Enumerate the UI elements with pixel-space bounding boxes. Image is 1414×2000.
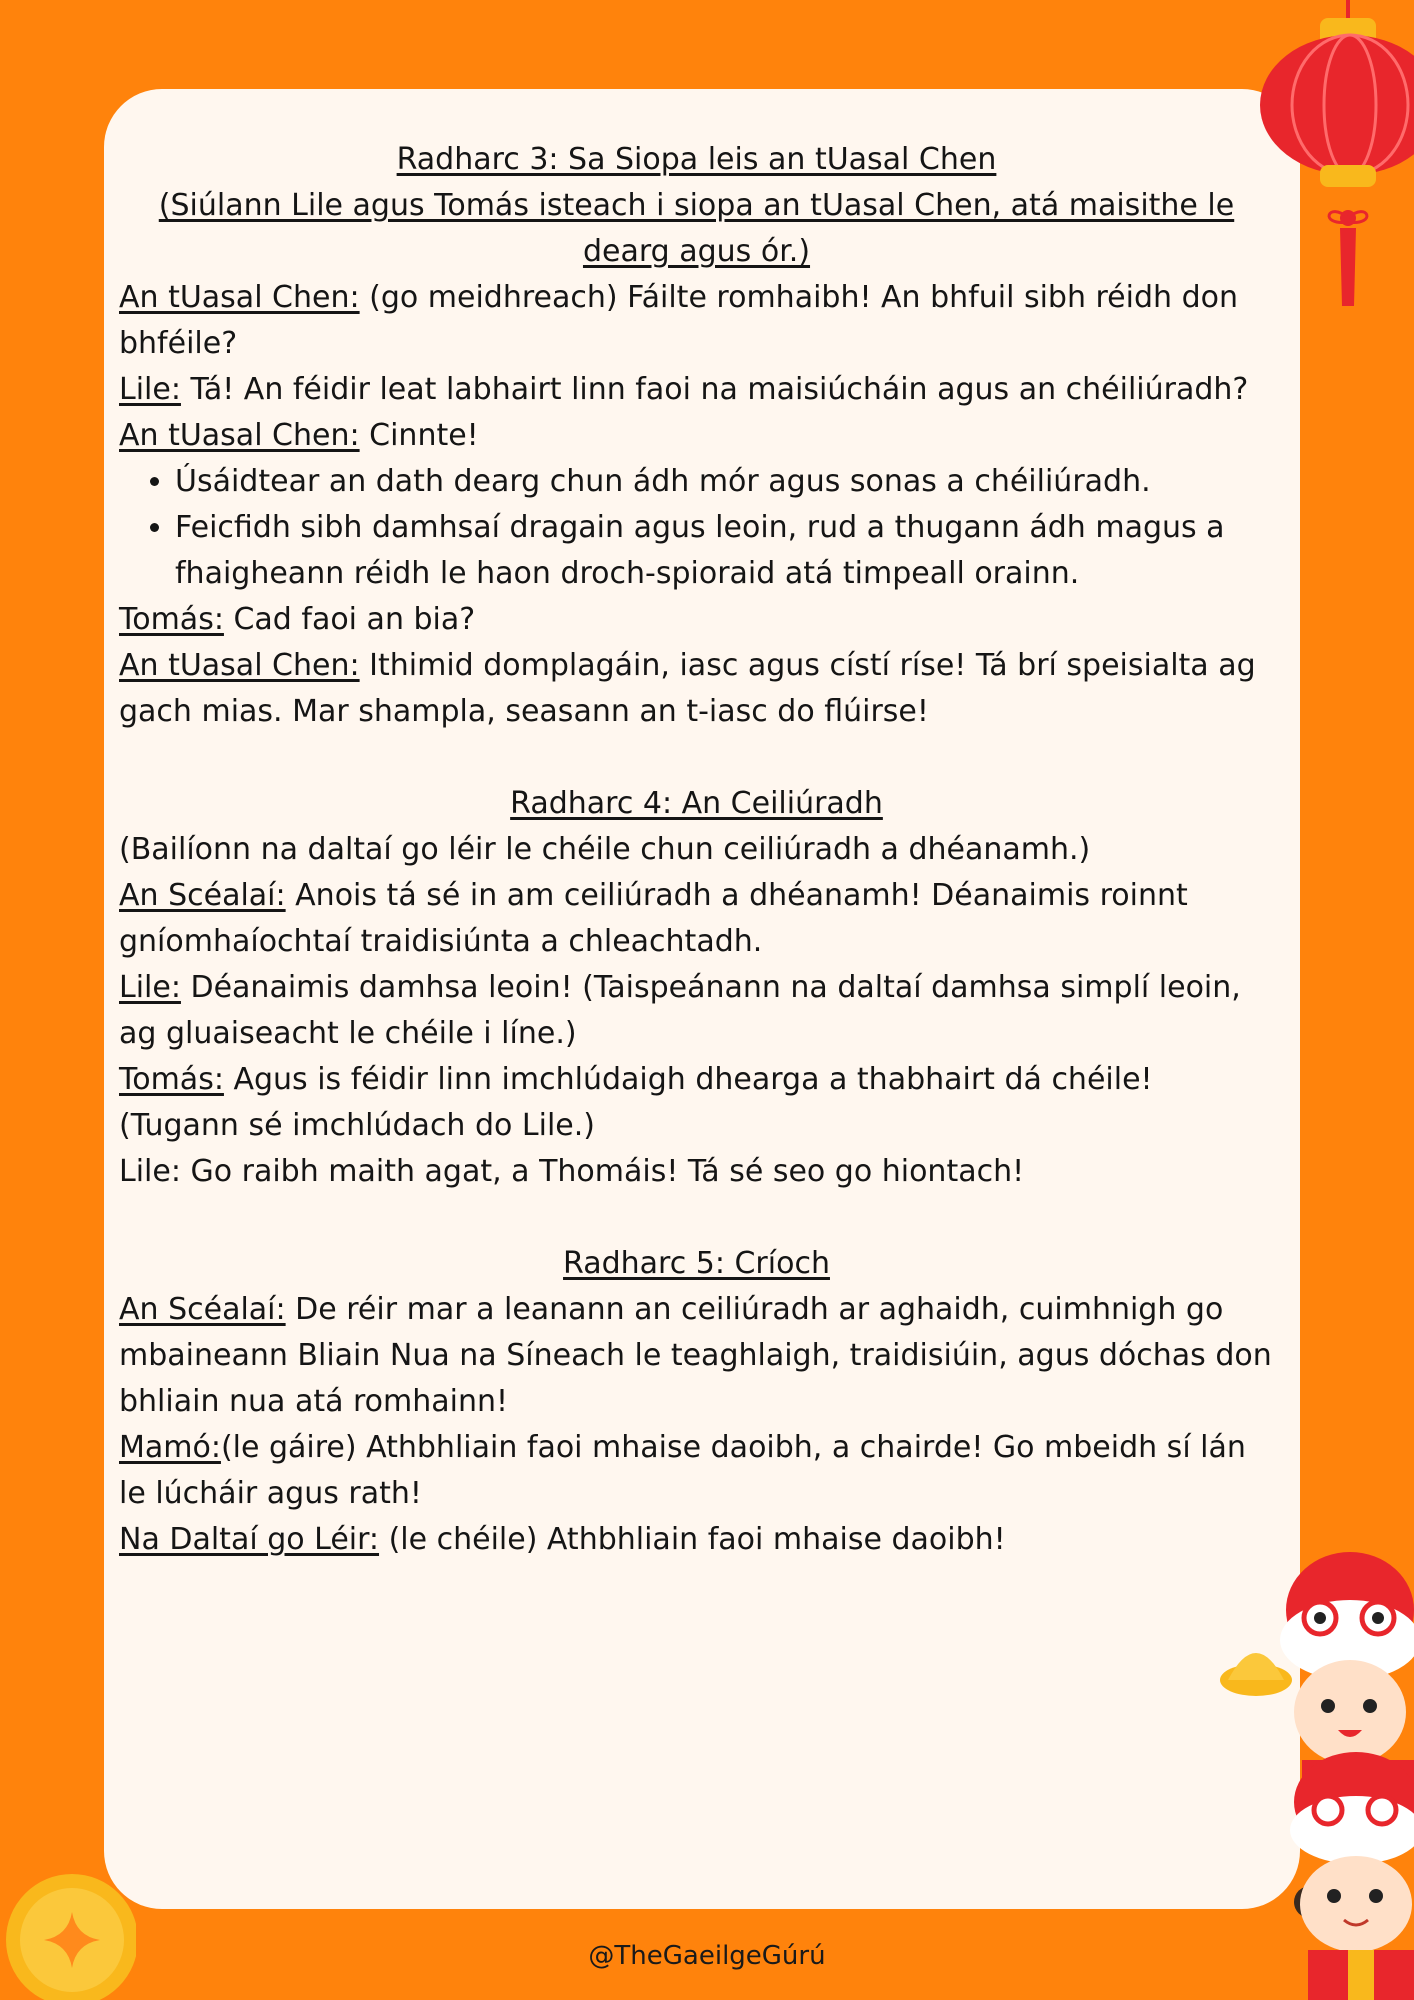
dialogue-text: Ithimid domplagáin, iasc agus cístí ríse! Tá brí speisialta ag gach mias. Mar shampla, seasann an t-iasc do flúirse! [119, 648, 1256, 729]
speaker-name: Lile: [119, 372, 181, 407]
scene5-title: Radharc 5: Críoch [563, 1246, 830, 1281]
dialogue-line [119, 1287, 1274, 1425]
dialogue-line [119, 367, 1274, 413]
dialogue-line [119, 873, 1274, 965]
dialogue-line [119, 597, 1274, 643]
scene4-title: Radharc 4: An Ceiliúradh [510, 786, 883, 821]
bullet-list [119, 459, 1274, 597]
dialogue-text: Agus is féidir linn imchlúdaigh dhearga a thabhairt dá chéile! (Tugann sé imchlúdach do Lile.) [119, 1062, 1153, 1143]
spacer [119, 735, 1274, 781]
speaker-name: An Scéalaí: [119, 1292, 286, 1327]
speaker-name: Lile [119, 1154, 171, 1189]
speaker-name: Tomás: [119, 1062, 224, 1097]
dialogue-text: Cad faoi an bia? [223, 602, 476, 637]
dialogue-text: Déanaimis damhsa leoin! (Taispeánann na daltaí damhsa simplí leoin, ag gluaiseacht le chéile i líne.) [119, 970, 1241, 1051]
speaker-name: An tUasal Chen: [119, 280, 360, 315]
dialogue-text: : Go raibh maith agat, a Thomáis! Tá sé seo go hiontach! [170, 1154, 1025, 1189]
speaker-name: An tUasal Chen: [119, 648, 360, 683]
dialogue-text: (le gáire) Athbhliain faoi mhaise daoibh, a chairde! Go mbeidh sí lán le lúcháir agus rath! [119, 1430, 1246, 1511]
dialogue-text: Cinnte! [359, 418, 479, 453]
dialogue-line [119, 275, 1274, 367]
speaker-name: Lile: [119, 970, 181, 1005]
speaker-name: Na Daltaí go Léir: [119, 1522, 380, 1557]
dialogue-line [119, 1517, 1274, 1563]
dialogue-line [119, 1057, 1274, 1149]
speaker-name: Mamó: [119, 1430, 221, 1465]
speaker-name: An tUasal Chen: [119, 418, 360, 453]
dialogue-text: Anois tá sé in am ceiliúradh a dhéanamh! Déanaimis roinnt gníomhaíochtaí traidisiúnta a chleachtadh. [119, 878, 1188, 959]
gold-coin-icon [0, 1862, 136, 2000]
spacer [119, 1195, 1274, 1241]
dialogue-text: (go meidhreach) Fáilte romhaibh! An bhfuil sibh réidh don bhféile? [119, 280, 1238, 361]
bullet-item: • Úsáidtear an dath dearg chun ádh mór agus sonas a chéiliúradh. [175, 459, 1274, 505]
scene3-title: Radharc 3: Sa Siopa leis an tUasal Chen [396, 142, 997, 177]
scene3-stage-direction: (Siúlann Lile agus Tomás isteach i siopa an tUasal Chen, atá maisithe le dearg agus ór.) [158, 188, 1235, 269]
dialogue-text: De réir mar a leanann an ceiliúradh ar aghaidh, cuimhnigh go mbaineann Bliain Nua na Síneach le teaghlaigh, traidisiúin, agus dóchas don bhliain nua atá romhainn! [119, 1292, 1272, 1419]
script-content [119, 137, 1274, 1563]
footer-handle: @TheGaeilgeGúrú [588, 1941, 826, 1971]
bullet-item: • Feicfidh sibh damhsaí dragain agus leoin, rud a thugann ádh magus a fhaigheann réidh le haon droch-spioraid atá timpeall orainn. [175, 505, 1274, 597]
lion-dance-children-icon [1210, 1540, 1414, 2000]
scene4-stage-direction: (Bailíonn na daltaí go léir le chéile chun ceiliúradh a dhéanamh.) [119, 832, 1091, 867]
dialogue-text: (le chéile) Athbhliain faoi mhaise daoibh! [379, 1522, 1006, 1557]
lantern-icon [1258, 0, 1414, 312]
dialogue-line [119, 965, 1274, 1057]
dialogue-line [119, 1149, 1274, 1195]
speaker-name: Tomás: [119, 602, 224, 637]
dialogue-text: Tá! An féidir leat labhairt linn faoi na maisiúcháin agus an chéiliúradh? [180, 372, 1249, 407]
dialogue-line [119, 643, 1274, 735]
dialogue-line [119, 1425, 1274, 1517]
dialogue-line [119, 413, 1274, 459]
speaker-name: An Scéalaí: [119, 878, 286, 913]
